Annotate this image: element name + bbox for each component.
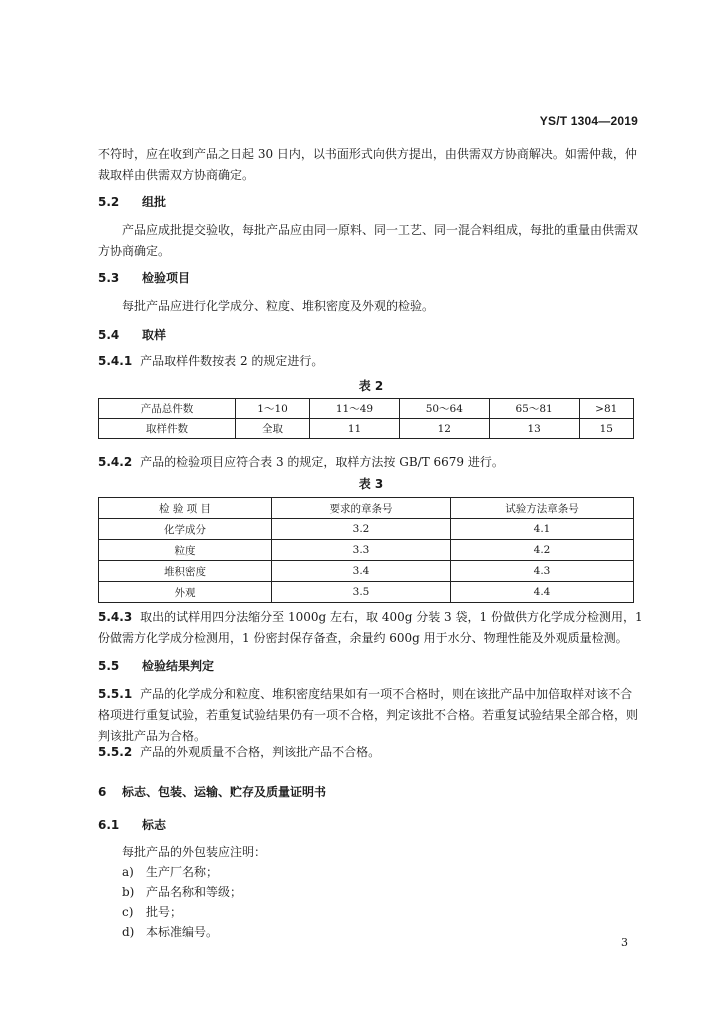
list-label: a) bbox=[122, 865, 134, 879]
table-row bbox=[99, 582, 634, 603]
list-item bbox=[122, 882, 242, 903]
marking-intro: 每批产品的外包装应注明： bbox=[122, 845, 267, 859]
section-5-3-heading bbox=[98, 268, 644, 289]
section-number: 6 bbox=[98, 785, 107, 799]
section-5-5-heading bbox=[98, 656, 644, 677]
table-3 bbox=[98, 475, 644, 603]
list-label: b) bbox=[122, 885, 135, 899]
table-cell: 1～10 bbox=[236, 399, 310, 419]
list-label: c) bbox=[122, 905, 134, 919]
page-number: 3 bbox=[621, 936, 628, 949]
section-title: 检验项目 bbox=[142, 271, 191, 285]
clause-text: 产品的检验项目应符合表 3 的规定，取样方法按 GB/T 6679 进行。 bbox=[140, 455, 504, 469]
table-cell: 外观 bbox=[99, 582, 272, 603]
list-item bbox=[122, 862, 218, 883]
clause-number: 5.4.1 bbox=[98, 354, 133, 368]
section-number: 5.4 bbox=[98, 328, 120, 342]
table-cell: 粒度 bbox=[99, 540, 272, 561]
section-5-3-text: 每批产品应进行化学成分、粒度、堆积密度及外观的检验。 bbox=[122, 299, 435, 313]
table-cell: 3.3 bbox=[272, 540, 451, 561]
clause-text: 产品的化学成分和粒度、堆积密度结果如有一项不合格时，则在该批产品中加倍取样对该不合格项进行重复试验，若重复试验结果仍有一项不合格，判定该批不合格。若重复试验结果全部合格，则判该批产品为合格。 bbox=[98, 687, 639, 743]
section-number: 5.5 bbox=[98, 659, 120, 673]
section-5-2-heading bbox=[98, 192, 644, 213]
list-item bbox=[122, 902, 182, 923]
list-text: 批号； bbox=[146, 905, 183, 919]
clause-5-4-2 bbox=[98, 452, 644, 473]
intro-paragraph: 不符时，应在收到产品之日起 30 日内，以书面形式向供方提出，由供需双方协商解决。如需仲裁，仲裁取样由供需双方协商确定。 bbox=[98, 147, 637, 182]
table-row bbox=[99, 419, 634, 439]
table-cell: 3.4 bbox=[272, 561, 451, 582]
standard-code: YS/T 1304—2019 bbox=[539, 114, 638, 128]
clause-text: 产品的外观质量不合格，判该批产品不合格。 bbox=[140, 745, 381, 759]
clause-number: 5.4.2 bbox=[98, 455, 133, 469]
table-cell: 65～81 bbox=[489, 399, 579, 419]
table-cell: 12 bbox=[399, 419, 489, 439]
clause-5-4-3 bbox=[98, 607, 644, 649]
section-title: 取样 bbox=[142, 328, 167, 342]
table-cell: 产品总件数 bbox=[99, 399, 236, 419]
clause-5-4-1 bbox=[98, 351, 644, 372]
section-number: 5.2 bbox=[98, 195, 120, 209]
table-cell: 4.2 bbox=[451, 540, 634, 561]
table-cell: 11 bbox=[310, 419, 400, 439]
table-cell: 堆积密度 bbox=[99, 561, 272, 582]
table-header-cell: 要求的章条号 bbox=[272, 498, 451, 519]
table-row bbox=[99, 561, 634, 582]
table-header-cell: 检 验 项 目 bbox=[99, 498, 272, 519]
table-cell: 50～64 bbox=[399, 399, 489, 419]
clause-5-5-2 bbox=[98, 742, 644, 763]
section-5-4-heading bbox=[98, 325, 644, 346]
sampling-table bbox=[98, 398, 634, 439]
list-text: 生产厂名称； bbox=[146, 865, 219, 879]
section-6-1-heading bbox=[98, 815, 644, 836]
section-title: 标志、包装、运输、贮存及质量证明书 bbox=[122, 785, 327, 799]
table-row bbox=[99, 540, 634, 561]
table-cell: 15 bbox=[579, 419, 633, 439]
list-item bbox=[122, 922, 218, 943]
section-number: 6.1 bbox=[98, 818, 120, 832]
clause-number: 5.5.2 bbox=[98, 745, 133, 759]
section-6-heading bbox=[98, 782, 644, 803]
table-cell: 3.2 bbox=[272, 519, 451, 540]
table-cell: 11～49 bbox=[310, 399, 400, 419]
section-5-2-text: 产品应成批提交验收，每批产品应由同一原料、同一工艺、同一混合料组成，每批的重量由供需双方协商确定。 bbox=[98, 223, 639, 258]
clause-text: 取出的试样用四分法缩分至 1000g 左右，取 400g 分装 3 袋，1 份做供方化学成分检测用，1 份做需方化学成分检测用，1 份密封保存备查，余量约 600g 用于水分、物理性能及外观质量检测。 bbox=[98, 610, 643, 645]
section-number: 5.3 bbox=[98, 271, 120, 285]
inspection-items-table bbox=[98, 497, 634, 603]
section-title: 检验结果判定 bbox=[142, 659, 215, 673]
section-title: 组批 bbox=[142, 195, 167, 209]
table-header-row bbox=[99, 498, 634, 519]
list-text: 本标准编号。 bbox=[146, 925, 219, 939]
table-cell: 3.5 bbox=[272, 582, 451, 603]
clause-5-5-1 bbox=[98, 684, 644, 747]
table-2 bbox=[98, 377, 644, 439]
table-cell: 13 bbox=[489, 419, 579, 439]
table-cell: 全取 bbox=[236, 419, 310, 439]
table-header-cell: 试验方法章条号 bbox=[451, 498, 634, 519]
clause-number: 5.4.3 bbox=[98, 610, 133, 624]
list-label: d) bbox=[122, 925, 135, 939]
table-cell: >81 bbox=[579, 399, 633, 419]
table-cell: 4.4 bbox=[451, 582, 634, 603]
table-caption: 表 2 bbox=[358, 379, 384, 393]
section-title: 标志 bbox=[142, 818, 167, 832]
table-cell: 化学成分 bbox=[99, 519, 272, 540]
clause-text: 产品取样件数按表 2 的规定进行。 bbox=[140, 354, 324, 368]
table-caption: 表 3 bbox=[358, 477, 384, 491]
table-row bbox=[99, 399, 634, 419]
clause-number: 5.5.1 bbox=[98, 687, 133, 701]
table-row bbox=[99, 519, 634, 540]
list-text: 产品名称和等级； bbox=[146, 885, 243, 899]
table-cell: 4.1 bbox=[451, 519, 634, 540]
table-cell: 取样件数 bbox=[99, 419, 236, 439]
table-cell: 4.3 bbox=[451, 561, 634, 582]
